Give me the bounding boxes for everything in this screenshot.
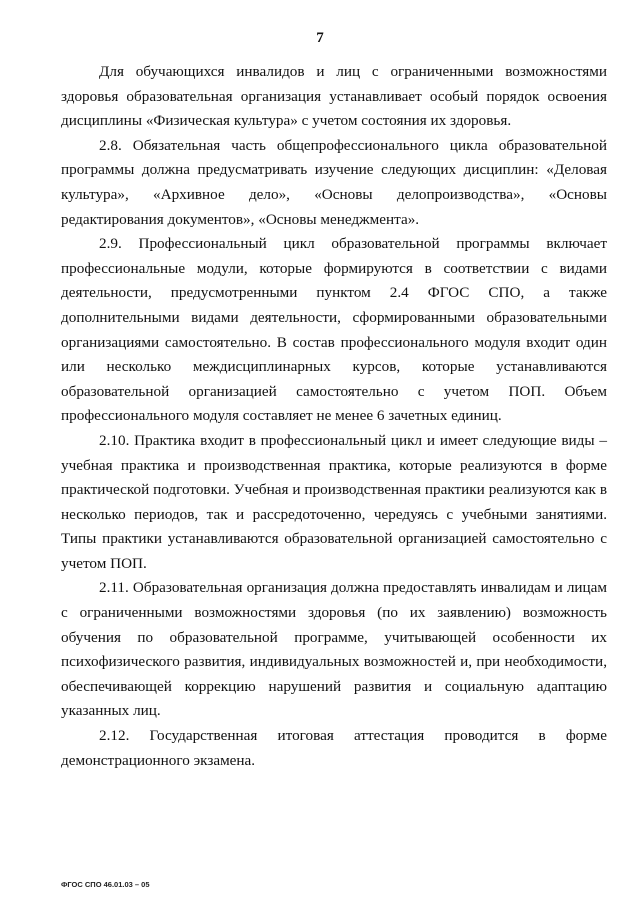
document-body <box>61 60 607 773</box>
paragraph-disabled-students: Для обучающихся инвалидов и лиц с ограниченными возможностями здоровья образовательная организация устанавливает особый порядок освоения дисциплины «Физическая культура» с учетом состояния их здоровья. <box>61 63 607 130</box>
paragraph-2-11: 2.11. Образовательная организация должна предоставлять инвалидам и лицам с ограниченными возможностями здоровья (по их заявлению) возможность обучения по образовательной программе, учитывающей особенности их психофизического развития, индивидуальных возможностей и, при необходимости, обеспечивающей коррекцию нарушений развития и социальную адаптацию указанных лиц. <box>61 579 607 720</box>
page-number: 7 <box>316 30 324 46</box>
paragraph-2-9: 2.9. Профессиональный цикл образовательной программы включает профессиональные модули, которые формируются в соответствии с видами деятельности, предусмотренными пунктом 2.4 ФГОС СПО, а также дополнительными видами деятельности, сформированными образовательными организациями самостоятельно. В состав профессионального модуля входит один или несколько междисциплинарных курсов, которые устанавливаются образовательной организацией самостоятельно с учетом ПОП. Объем профессионального модуля составляет не менее 6 зачетных единиц. <box>61 235 607 425</box>
paragraph-2-12: 2.12. Государственная итоговая аттестация проводится в форме демонстрационного экзамена. <box>61 727 607 769</box>
paragraph-2-10: 2.10. Практика входит в профессиональный цикл и имеет следующие виды – учебная практика и производственная практика, которые реализуются в форме практической подготовки. Учебная и производственная практики реализуются как в несколько периодов, так и рассредоточенно, чередуясь с учебными занятиями. Типы практики устанавливаются образовательной организацией самостоятельно с учетом ПОП. <box>61 431 607 572</box>
footer-document-code: ФГОС СПО 46.01.03 – 05 <box>61 880 150 889</box>
paragraph-2-8: 2.8. Обязательная часть общепрофессионального цикла образовательной программы должна предусматривать изучение следующих дисциплин: «Деловая культура», «Архивное дело», «Основы делопроизводства», «Основы редактирования документов», «Основы менеджмента». <box>61 136 607 228</box>
